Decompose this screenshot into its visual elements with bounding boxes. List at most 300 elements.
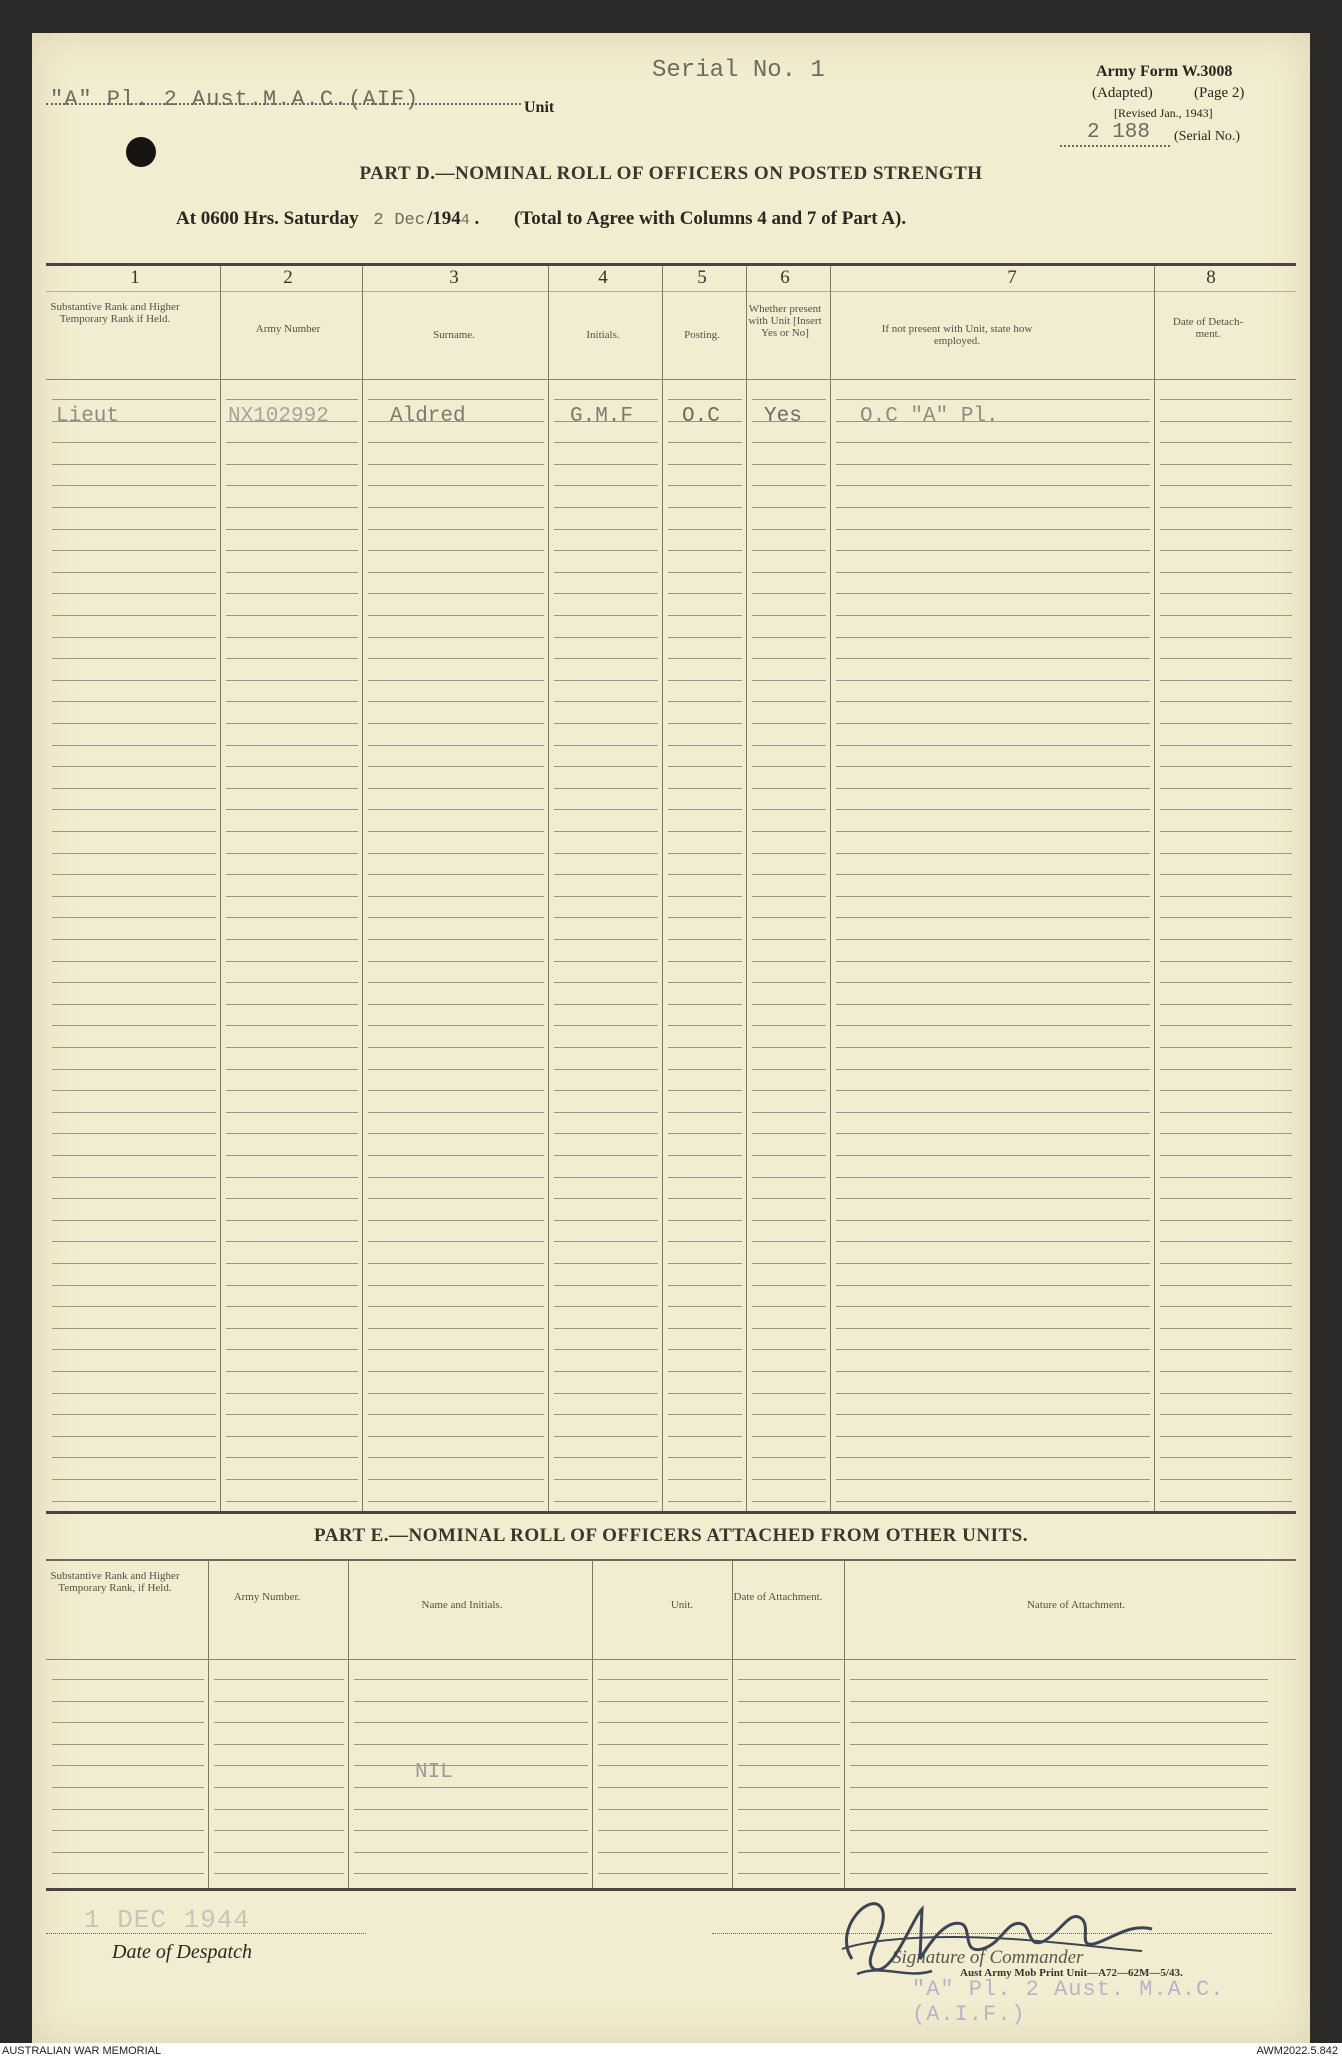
part-d-row-rule	[1160, 1285, 1292, 1286]
part-e-row-rule	[52, 1787, 204, 1788]
part-d-row-rule	[52, 1198, 216, 1199]
part-d-row-rule	[554, 1112, 658, 1113]
part-d-row-rule	[368, 615, 544, 616]
part-d-row-rule	[226, 1263, 358, 1264]
part-d-row-rule	[226, 766, 358, 767]
part-d-row-rule	[752, 766, 826, 767]
part-d-row-rule	[1160, 1371, 1292, 1372]
part-d-row-rule	[836, 1177, 1150, 1178]
part-d-row-rule	[368, 1436, 544, 1437]
part-d-row-rule	[226, 982, 358, 983]
part-d-col-divider	[662, 266, 663, 1511]
part-e-row-rule	[738, 1744, 840, 1745]
part-d-row-rule	[752, 853, 826, 854]
part-d-row-rule	[226, 723, 358, 724]
part-d-row-rule	[554, 831, 658, 832]
part-d-row-rule	[1160, 1090, 1292, 1091]
part-e-row-rule	[598, 1852, 728, 1853]
part-d-row-rule	[368, 550, 544, 551]
part-e-row-rule	[354, 1679, 588, 1680]
part-d-row-rule	[368, 593, 544, 594]
part-d-row-rule	[836, 831, 1150, 832]
part-d-row-rule	[52, 550, 216, 551]
part-d-row-rule	[554, 485, 658, 486]
part-d-col-divider	[746, 266, 747, 1511]
part-d-row-rule	[836, 939, 1150, 940]
part-d-row-rule	[554, 1414, 658, 1415]
despatch-stamp: 1 DEC 1944	[84, 1905, 251, 1935]
part-d-row-rule	[226, 1328, 358, 1329]
part-d-row-rule	[52, 485, 216, 486]
part-d-row-rule	[668, 831, 742, 832]
part-e-row-rule	[354, 1873, 588, 1874]
part-d-row-rule	[226, 572, 358, 573]
date-year: 194	[432, 208, 461, 229]
part-e-row-rule	[354, 1722, 588, 1723]
part-d-row-rule	[554, 399, 658, 400]
part-e-row-rule	[354, 1852, 588, 1853]
part-d-row-rule	[52, 831, 216, 832]
part-d-row-rule	[752, 1479, 826, 1480]
part-d-row-rule	[668, 1112, 742, 1113]
part-d-row-rule	[1160, 1025, 1292, 1026]
part-d-row-rule	[226, 1241, 358, 1242]
part-d-row-rule	[836, 529, 1150, 530]
part-d-row-rule	[752, 1436, 826, 1437]
part-d-row-rule	[668, 464, 742, 465]
part-d-row-rule	[1160, 723, 1292, 724]
part-d-row-rule	[368, 1414, 544, 1415]
part-d-row-rule	[752, 1090, 826, 1091]
part-e-row-rule	[354, 1809, 588, 1810]
part-d-row-rule	[1160, 1457, 1292, 1458]
part-d-row-rule	[226, 1414, 358, 1415]
part-e-row-rule	[738, 1722, 840, 1723]
col-num-6: 6	[780, 267, 790, 288]
despatch-line	[46, 1933, 366, 1934]
entry-present: Yes	[764, 405, 802, 428]
entry-army-number: NX102992	[228, 405, 329, 428]
part-d-col-divider	[220, 266, 221, 1511]
part-d-row-rule	[226, 1436, 358, 1437]
part-d-row-rule	[554, 701, 658, 702]
part-d-row-rule	[226, 831, 358, 832]
part-d-row-rule	[52, 1069, 216, 1070]
part-d-row-rule	[1160, 982, 1292, 983]
part-d-row-rule	[226, 701, 358, 702]
part-d-row-rule	[52, 917, 216, 918]
part-d-row-rule	[554, 874, 658, 875]
part-d-row-rule	[752, 831, 826, 832]
part-d-row-rule	[554, 1371, 658, 1372]
part-d-row-rule	[1160, 1328, 1292, 1329]
part-d-row-rule	[836, 766, 1150, 767]
part-d-row-rule	[1160, 766, 1292, 767]
printer-imprint: Aust Army Mob Print Unit—A72—62M—5/43.	[960, 1967, 1183, 1979]
part-d-row-rule	[554, 529, 658, 530]
part-d-row-rule	[836, 1306, 1150, 1307]
part-e-row-rule	[850, 1873, 1268, 1874]
part-d-row-rule	[554, 593, 658, 594]
part-d-row-rule	[554, 1479, 658, 1480]
part-d-row-rule	[1160, 1306, 1292, 1307]
part-d-row-rule	[554, 723, 658, 724]
part-d-row-rule	[1160, 1198, 1292, 1199]
part-d-row-rule	[752, 1133, 826, 1134]
part-d-row-rule	[226, 1069, 358, 1070]
part-d-row-rule	[836, 809, 1150, 810]
part-d-row-rule	[752, 1047, 826, 1048]
part-e-row-rule	[52, 1852, 204, 1853]
part-d-row-rule	[368, 507, 544, 508]
part-d-row-rule	[554, 572, 658, 573]
part-d-row-rule	[668, 1501, 742, 1502]
part-d-row-rule	[226, 1501, 358, 1502]
part-d-row-rule	[226, 1349, 358, 1350]
part-d-row-rule	[554, 550, 658, 551]
part-d-row-rule	[368, 874, 544, 875]
part-e-row-rule	[598, 1787, 728, 1788]
part-d-row-rule	[52, 896, 216, 897]
part-d-row-rule	[836, 1112, 1150, 1113]
part-e-col-divider	[348, 1561, 349, 1888]
e-header-unit: Unit.	[670, 1599, 694, 1611]
part-d-row-rule	[752, 1220, 826, 1221]
part-d-row-rule	[1160, 853, 1292, 854]
part-d-row-rule	[1160, 1501, 1292, 1502]
part-e-row-rule	[598, 1744, 728, 1745]
part-d-row-rule	[1160, 421, 1292, 422]
part-d-row-rule	[752, 723, 826, 724]
part-d-row-rule	[668, 1025, 742, 1026]
part-d-row-rule	[368, 1393, 544, 1394]
part-d-col-divider	[830, 266, 831, 1511]
part-d-row-rule	[1160, 1177, 1292, 1178]
part-e-row-rule	[850, 1701, 1268, 1702]
part-d-row-rule	[836, 874, 1150, 875]
part-e-row-rule	[52, 1765, 204, 1766]
part-d-row-rule	[836, 658, 1150, 659]
part-d-row-rule	[836, 680, 1150, 681]
part-d-row-rule	[554, 853, 658, 854]
part-d-row-rule	[836, 1069, 1150, 1070]
part-d-row-rule	[752, 680, 826, 681]
part-d-row-rule	[752, 399, 826, 400]
part-d-row-rule	[836, 896, 1150, 897]
part-d-row-rule	[52, 1501, 216, 1502]
part-d-row-rule	[52, 637, 216, 638]
part-d-row-rule	[668, 1241, 742, 1242]
part-e-row-rule	[738, 1701, 840, 1702]
part-d-row-rule	[668, 809, 742, 810]
part-d-row-rule	[836, 1393, 1150, 1394]
part-d-row-rule	[1160, 701, 1292, 702]
part-e-row-rule	[850, 1787, 1268, 1788]
entry-rank: Lieut	[56, 405, 120, 428]
part-d-row-rule	[554, 637, 658, 638]
part-d-row-rule	[752, 637, 826, 638]
col-num-5: 5	[697, 267, 707, 288]
part-d-row-rule	[1160, 1112, 1292, 1113]
part-d-row-rule	[836, 593, 1150, 594]
part-d-row-rule	[1160, 442, 1292, 443]
part-e-header-line	[46, 1659, 1296, 1660]
part-d-row-rule	[1160, 961, 1292, 962]
part-d-row-rule	[752, 1501, 826, 1502]
part-d-row-rule	[368, 680, 544, 681]
part-e-row-rule	[850, 1744, 1268, 1745]
part-d-row-rule	[752, 809, 826, 810]
part-d-row-rule	[226, 961, 358, 962]
part-d-row-rule	[1160, 874, 1292, 875]
part-d-row-rule	[554, 1025, 658, 1026]
part-d-row-rule	[836, 917, 1150, 918]
col-num-3: 3	[449, 267, 459, 288]
part-d-row-rule	[554, 1241, 658, 1242]
part-d-row-rule	[668, 1177, 742, 1178]
part-e-row-rule	[354, 1744, 588, 1745]
serial-label: (Serial No.)	[1174, 129, 1241, 144]
part-d-row-rule	[52, 1349, 216, 1350]
part-d-row-rule	[668, 961, 742, 962]
col-header-posting: Posting.	[684, 329, 720, 341]
date-year-written: 4	[460, 212, 470, 229]
part-d-row-rule	[226, 550, 358, 551]
part-d-row-rule	[752, 1155, 826, 1156]
part-d-row-rule	[1160, 464, 1292, 465]
e-header-rank: Substantive Rank and Higher Temporary Rank, if Held.	[50, 1570, 180, 1594]
part-d-row-rule	[52, 939, 216, 940]
part-d-row-rule	[752, 615, 826, 616]
part-d-row-rule	[1160, 1220, 1292, 1221]
part-d-row-rule	[368, 788, 544, 789]
part-d-row-rule	[1160, 1133, 1292, 1134]
e-header-nature: Nature of Attachment.	[1026, 1599, 1126, 1611]
part-e-top-line	[46, 1559, 1296, 1561]
part-d-row-rule	[1160, 1069, 1292, 1070]
part-d-col-divider	[1154, 266, 1155, 1511]
part-e-row-rule	[738, 1852, 840, 1853]
part-d-row-rule	[368, 809, 544, 810]
part-d-row-rule	[836, 507, 1150, 508]
part-d-row-rule	[368, 442, 544, 443]
part-e-row-rule	[850, 1852, 1268, 1853]
part-d-row-rule	[226, 637, 358, 638]
part-d-row-rule	[226, 1090, 358, 1091]
part-d-row-rule	[554, 961, 658, 962]
part-d-row-rule	[1160, 788, 1292, 789]
entry-posting: O.C	[682, 405, 720, 428]
part-d-row-rule	[226, 1177, 358, 1178]
part-d-row-rule	[368, 1349, 544, 1350]
part-d-row-rule	[836, 399, 1150, 400]
part-d-row-rule	[752, 572, 826, 573]
part-d-row-rule	[752, 745, 826, 746]
part-d-row-rule	[368, 917, 544, 918]
part-d-row-rule	[368, 1177, 544, 1178]
part-d-row-rule	[554, 809, 658, 810]
part-d-row-rule	[52, 723, 216, 724]
part-d-row-rule	[368, 1371, 544, 1372]
part-d-row-rule	[1160, 896, 1292, 897]
part-e-row-rule	[214, 1765, 344, 1766]
part-e-row-rule	[354, 1787, 588, 1788]
part-e-row-rule	[214, 1873, 344, 1874]
part-d-row-rule	[836, 1328, 1150, 1329]
part-d-row-rule	[752, 1371, 826, 1372]
col-header-present: Whether present with Unit [Insert Yes or No]	[748, 303, 822, 339]
part-e-row-rule	[214, 1809, 344, 1810]
part-d-row-rule	[52, 1004, 216, 1005]
e-header-army-number: Army Number.	[233, 1591, 301, 1603]
part-d-row-rule	[668, 680, 742, 681]
part-d-date-line: At 0600 Hrs. Saturday 2 Dec /1944 . (Total to Agree with Columns 4 and 7 of Part A).	[176, 208, 907, 230]
part-d-row-rule	[1160, 1349, 1292, 1350]
part-d-row-rule	[836, 1133, 1150, 1134]
part-d-row-rule	[1160, 485, 1292, 486]
part-d-row-rule	[1160, 1414, 1292, 1415]
part-e-row-rule	[214, 1679, 344, 1680]
part-d-row-rule	[226, 788, 358, 789]
part-d-row-rule	[836, 745, 1150, 746]
part-e-title: PART E.—NOMINAL ROLL OF OFFICERS ATTACHED FROM OTHER UNITS.	[314, 1525, 1028, 1546]
part-d-row-rule	[752, 507, 826, 508]
unit-stamp: "A" Pl. 2 Aust. M.A.C. (A.I.F.)	[912, 1977, 1225, 2027]
part-e-row-rule	[52, 1701, 204, 1702]
part-d-row-rule	[226, 1155, 358, 1156]
part-d-row-rule	[554, 1177, 658, 1178]
part-d-row-rule	[668, 1069, 742, 1070]
col-header-how-employed: If not present with Unit, state how employed.	[881, 323, 1033, 347]
part-d-row-rule	[52, 507, 216, 508]
part-d-row-rule	[554, 1263, 658, 1264]
part-d-row-rule	[752, 1285, 826, 1286]
part-e-col-divider	[732, 1561, 733, 1888]
part-d-row-rule	[554, 896, 658, 897]
part-d-row-rule	[1160, 1263, 1292, 1264]
part-d-row-rule	[554, 917, 658, 918]
part-d-row-rule	[226, 1047, 358, 1048]
part-d-row-rule	[836, 1457, 1150, 1458]
part-d-row-rule	[368, 1198, 544, 1199]
signature-label: Signature of Commander	[892, 1947, 1084, 1968]
part-d-row-rule	[836, 961, 1150, 962]
part-d-row-rule	[368, 939, 544, 940]
part-d-row-rule	[836, 982, 1150, 983]
part-e-nil: NIL	[415, 1761, 453, 1784]
part-d-row-rule	[668, 1457, 742, 1458]
part-d-row-rule	[1160, 1436, 1292, 1437]
part-d-row-rule	[554, 788, 658, 789]
part-d-row-rule	[668, 1306, 742, 1307]
part-d-row-rule	[554, 1393, 658, 1394]
col-header-detachment: Date of Detach- ment.	[1172, 316, 1244, 340]
part-d-row-rule	[554, 1285, 658, 1286]
col-header-rank: Substantive Rank and Higher Temporary Rank if Held.	[50, 301, 180, 325]
part-e-row-rule	[214, 1830, 344, 1831]
part-d-row-rule	[836, 572, 1150, 573]
part-d-row-rule	[1160, 507, 1292, 508]
part-e-row-rule	[52, 1744, 204, 1745]
part-d-row-rule	[368, 1457, 544, 1458]
part-d-row-rule	[836, 723, 1150, 724]
part-d-row-rule	[226, 896, 358, 897]
part-d-row-rule	[836, 1371, 1150, 1372]
part-d-row-rule	[668, 1436, 742, 1437]
part-d-row-rule	[668, 658, 742, 659]
part-d-row-rule	[52, 788, 216, 789]
part-d-row-rule	[226, 853, 358, 854]
part-e-row-rule	[354, 1765, 588, 1766]
part-d-row-rule	[368, 1047, 544, 1048]
part-d-row-rule	[836, 853, 1150, 854]
part-e-row-rule	[738, 1787, 840, 1788]
part-e-row-rule	[214, 1701, 344, 1702]
part-d-row-rule	[554, 464, 658, 465]
part-d-row-rule	[52, 982, 216, 983]
part-e-row-rule	[52, 1722, 204, 1723]
part-d-row-rule	[368, 1133, 544, 1134]
part-d-row-rule	[554, 939, 658, 940]
part-e-row-rule	[738, 1873, 840, 1874]
part-d-row-rule	[836, 1414, 1150, 1415]
part-d-row-rule	[52, 464, 216, 465]
archive-right: AWM2022.5.842	[1256, 2045, 1338, 2057]
part-d-row-rule	[668, 939, 742, 940]
part-d-row-rule	[554, 1047, 658, 1048]
part-d-row-rule	[226, 1306, 358, 1307]
part-d-row-rule	[752, 1414, 826, 1415]
unit-typed: "A" Pl. 2 Aust.M.A.C.(AIF)	[50, 87, 420, 112]
part-d-row-rule	[226, 939, 358, 940]
part-d-row-rule	[752, 1177, 826, 1178]
date-of-despatch-label: Date of Despatch	[112, 1941, 252, 1963]
part-d-row-rule	[52, 442, 216, 443]
part-d-row-rule	[752, 550, 826, 551]
part-d-row-rule	[52, 1025, 216, 1026]
part-d-row-rule	[368, 766, 544, 767]
part-d-row-rule	[52, 1371, 216, 1372]
e-header-date: Date of Attachment.	[733, 1591, 823, 1603]
part-d-row-rule	[52, 529, 216, 530]
part-d-row-rule	[668, 507, 742, 508]
form-name: Army Form W.3008	[1096, 63, 1233, 80]
part-d-row-rule	[554, 745, 658, 746]
part-d-row-rule	[554, 507, 658, 508]
entry-initials: G.M.F	[570, 405, 634, 428]
part-d-row-rule	[226, 874, 358, 875]
date-month: Dec	[394, 211, 425, 230]
part-d-row-rule	[1160, 399, 1292, 400]
part-d-row-rule	[752, 1393, 826, 1394]
part-d-row-rule	[226, 745, 358, 746]
part-d-row-rule	[226, 593, 358, 594]
entry-how-employed: O.C "A" Pl.	[860, 405, 999, 428]
part-d-row-rule	[836, 1155, 1150, 1156]
part-d-row-rule	[836, 1025, 1150, 1026]
part-d-row-rule	[752, 1349, 826, 1350]
part-e-row-rule	[598, 1873, 728, 1874]
part-e-row-rule	[598, 1830, 728, 1831]
part-e-row-rule	[738, 1809, 840, 1810]
part-d-row-rule	[1160, 593, 1292, 594]
part-e-row-rule	[52, 1679, 204, 1680]
part-e-col-divider	[592, 1561, 593, 1888]
part-e-row-rule	[354, 1830, 588, 1831]
part-d-row-rule	[226, 1285, 358, 1286]
part-d-row-rule	[226, 1198, 358, 1199]
col-header-army-number: Army Number	[255, 323, 321, 335]
